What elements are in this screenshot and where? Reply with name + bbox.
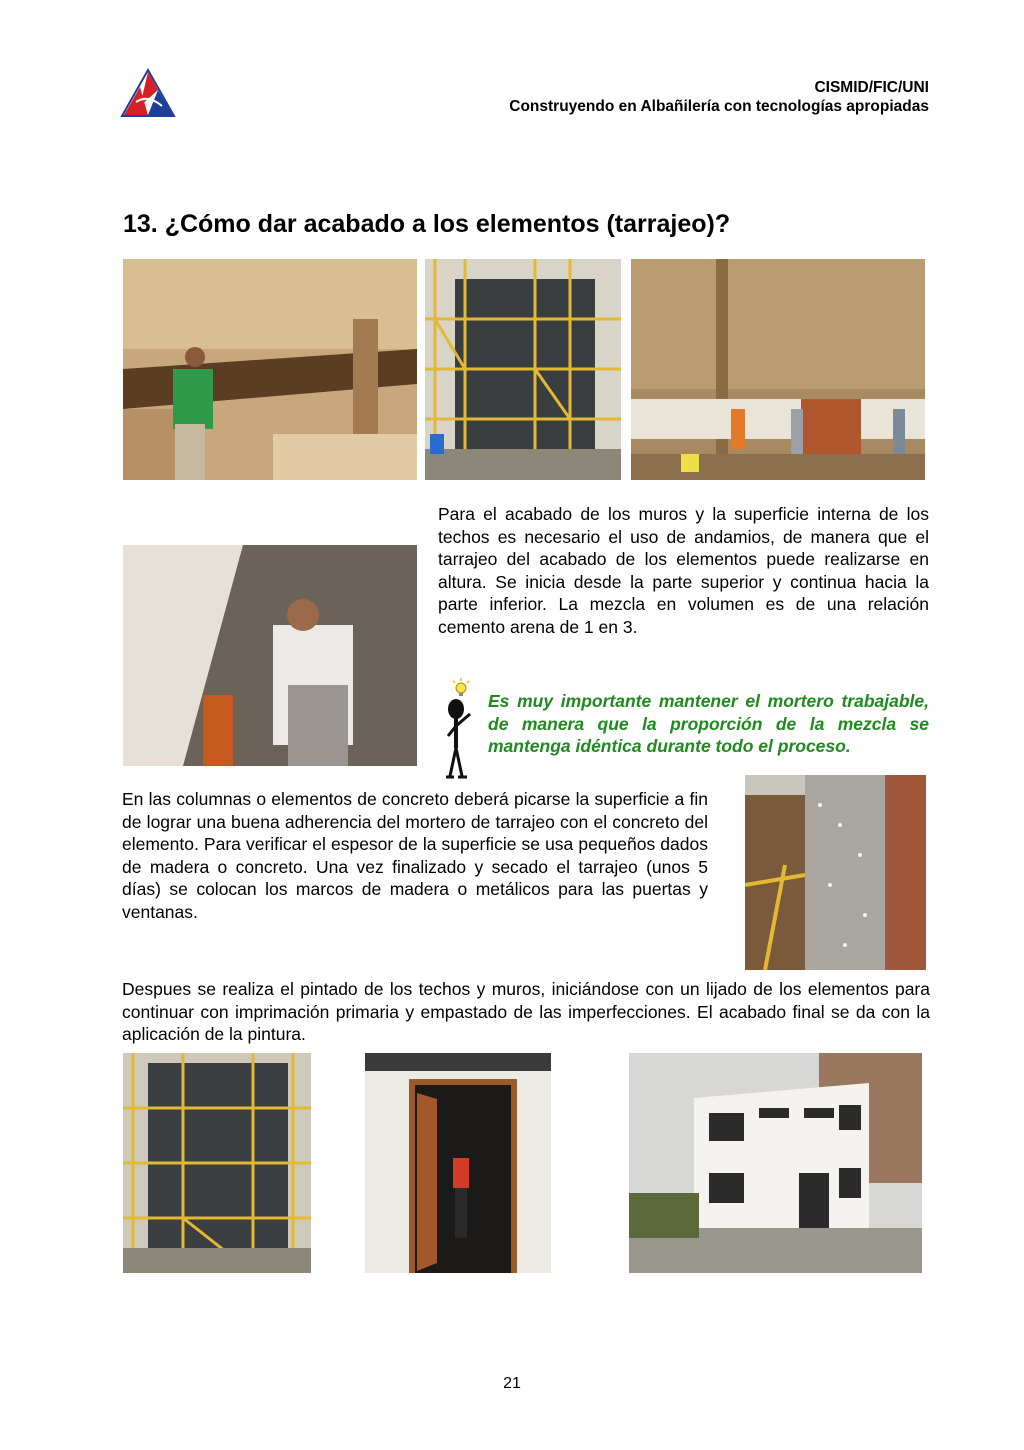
section-title: 13. ¿Cómo dar acabado a los elementos (tarrajeo)?	[123, 210, 731, 238]
photo-picked-column-wall	[745, 775, 926, 970]
header-org: CISMID/FIC/UNI	[814, 79, 929, 96]
header-subtitle: Construyendo en Albañilería con tecnologías apropiadas	[509, 98, 929, 115]
photo-ceiling-plastering	[123, 259, 417, 480]
photo-wall-plastering	[123, 545, 417, 766]
important-note: Es muy importante mantener el mortero trabajable, de manera que la proporción de la mezcla se mantenga idéntica durante todo el proceso.	[488, 691, 929, 756]
photo-door-frame	[365, 1053, 551, 1273]
paragraph-columns: En las columnas o elementos de concreto deberá picarse la superficie a fin de lograr una buena adherencia del mortero de tarrajeo con el concreto del elemento. Para verificar el espesor de la superficie se usa pequeños dados de madera o concreto. Una vez finalizado y secado el tarrajeo (unos 5 días) se colocan los marcos de madera o metálicos para las puertas y ventanas.	[122, 789, 708, 922]
photo-scaffolding-wall	[425, 259, 621, 480]
photo-ceiling-workers	[631, 259, 925, 480]
photo-scaffolding-painting	[123, 1053, 311, 1273]
page-number: 21	[503, 1375, 521, 1392]
thinking-person-lightbulb-icon	[440, 676, 482, 782]
photo-finished-house	[629, 1053, 922, 1273]
paragraph-scaffolding: Para el acabado de los muros y la superficie interna de los techos es necesario el uso de andamios, de manera que el tarrajeo del acabado de los elementos puede realizarse en altura. Se inicia desde la parte superior y continua hacia la parte inferior. La mezcla en volumen es de una relación cemento arena de 1 en 3.	[438, 504, 929, 637]
cismid-logo	[118, 66, 178, 120]
paragraph-painting: Despues se realiza el pintado de los techos y muros, iniciándose con un lijado de los elementos para continuar con imprimación primaria y empastado de las imperfecciones. El acabado final se da con la aplicación de la pintura.	[122, 979, 930, 1044]
